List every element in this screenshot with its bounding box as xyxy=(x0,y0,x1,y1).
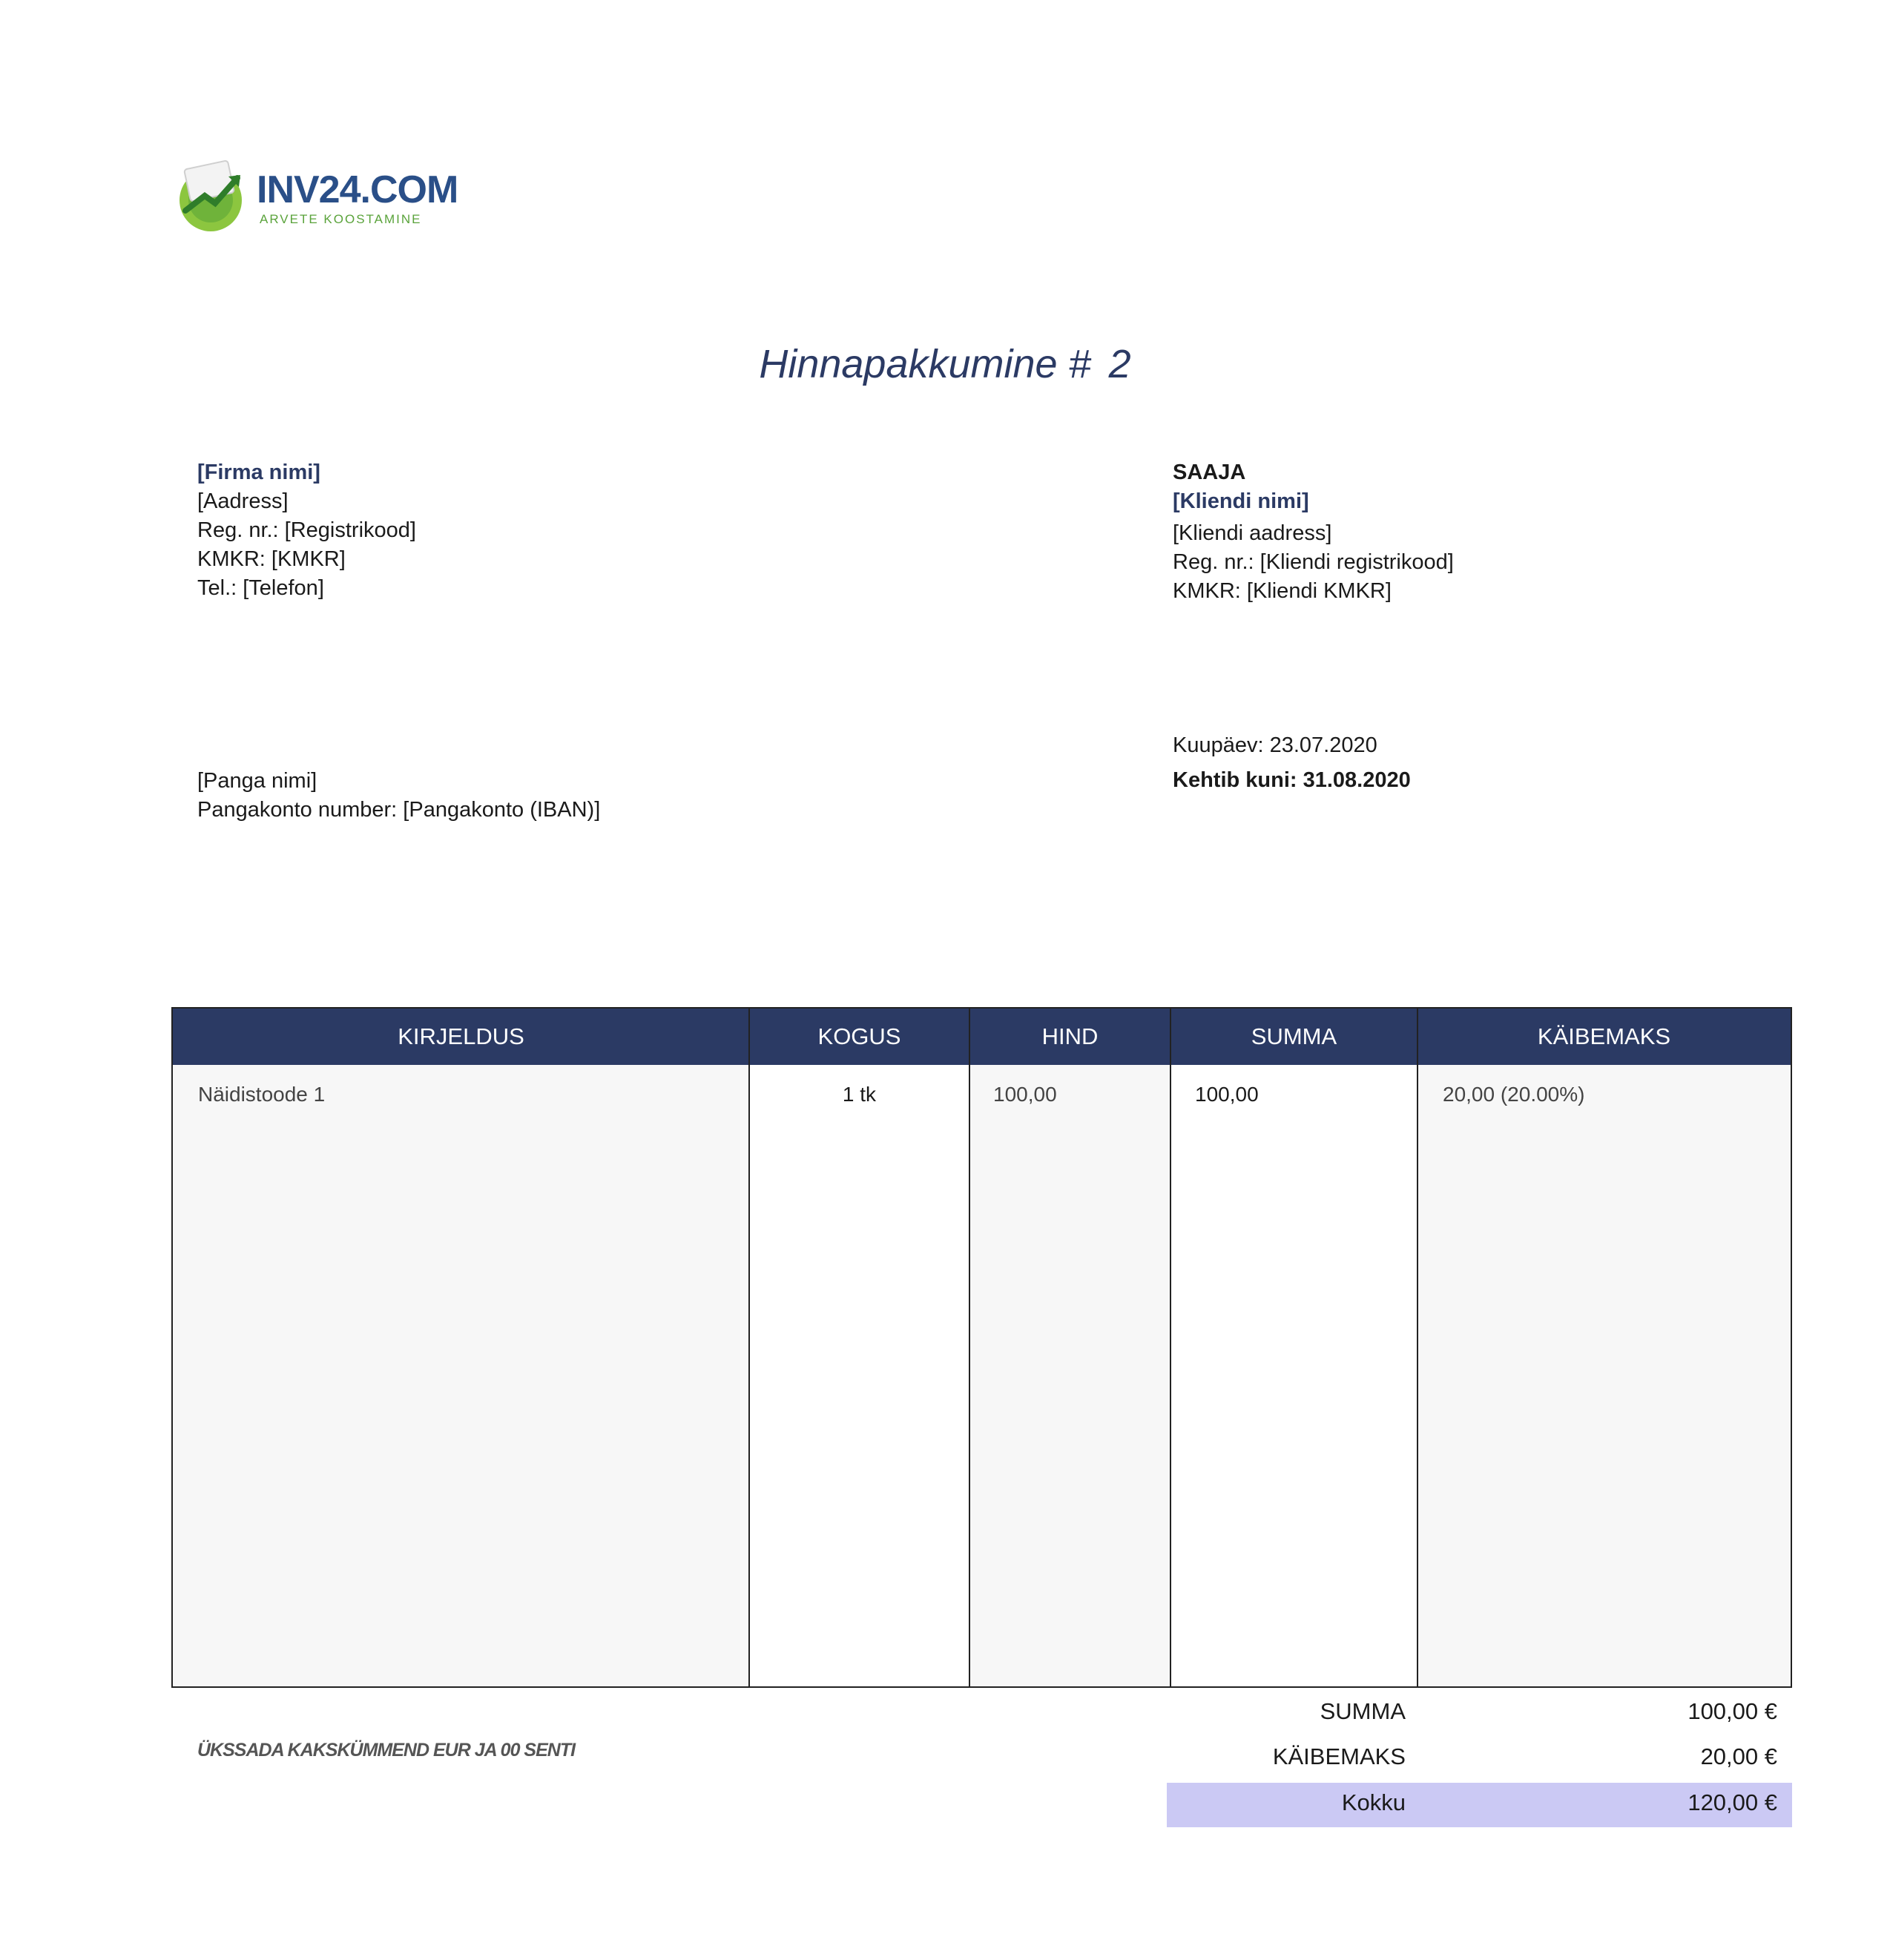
column-divider xyxy=(1417,1009,1418,1686)
column-divider xyxy=(1170,1009,1171,1686)
row-price: 100,00 xyxy=(993,1083,1057,1106)
logo-tagline: ARVETE KOOSTAMINE xyxy=(260,212,422,226)
row-vat: 20,00 (20.00%) xyxy=(1443,1083,1585,1106)
column-divider xyxy=(748,1009,750,1686)
subtotal-value: 100,00 € xyxy=(1688,1698,1777,1724)
bank-block xyxy=(197,767,600,825)
col-bg-sum xyxy=(1170,1065,1418,1686)
seller-block xyxy=(197,458,416,603)
buyer-block xyxy=(1173,458,1454,606)
buyer-heading: SAAJA xyxy=(1173,461,1246,484)
col-bg-description xyxy=(173,1065,749,1686)
column-divider xyxy=(969,1009,970,1686)
seller-address: [Aadress] xyxy=(197,489,289,513)
row-sum: 100,00 xyxy=(1195,1083,1259,1106)
items-table xyxy=(171,1007,1792,1688)
seller-phone: Tel.: [Telefon] xyxy=(197,576,324,600)
buyer-reg: Reg. nr.: [Kliendi registrikood] xyxy=(1173,550,1454,574)
seller-name: [Firma nimi] xyxy=(197,461,320,484)
header-price: HIND xyxy=(1041,1023,1099,1049)
bank-name: [Panga nimi] xyxy=(197,769,317,793)
grand-total-label: Kokku xyxy=(1341,1789,1406,1815)
row-description: Näidistoode 1 xyxy=(198,1083,326,1106)
header-vat: KÄIBEMAKS xyxy=(1537,1023,1671,1049)
vat-total-label: KÄIBEMAKS xyxy=(1272,1743,1406,1769)
quote-date: Kuupäev: 23.07.2020 xyxy=(1173,733,1377,757)
seller-reg: Reg. nr.: [Registrikood] xyxy=(197,518,416,542)
buyer-name: [Kliendi nimi] xyxy=(1173,489,1309,513)
dates-block xyxy=(1173,731,1411,795)
buyer-vat: KMKR: [Kliendi KMKR] xyxy=(1173,579,1392,603)
header-sum: SUMMA xyxy=(1251,1023,1337,1049)
grand-total-value: 120,00 € xyxy=(1688,1789,1777,1815)
logo-emblem-icon xyxy=(172,159,254,233)
quote-number: 2 xyxy=(1108,342,1131,386)
vat-total-value: 20,00 € xyxy=(1700,1743,1777,1769)
title-label: Hinnapakkumine # xyxy=(759,342,1091,386)
header-quantity: KOGUS xyxy=(817,1023,901,1049)
page-title xyxy=(0,341,1890,387)
col-bg-quantity xyxy=(749,1065,969,1686)
col-bg-vat xyxy=(1418,1065,1791,1686)
col-bg-price xyxy=(969,1065,1170,1686)
table-header xyxy=(173,1009,1791,1065)
valid-until: Kehtib kuni: 31.08.2020 xyxy=(1173,768,1411,792)
seller-vat: KMKR: [KMKR] xyxy=(197,547,346,571)
amount-in-words: ÜKSSADA KAKSKÜMMEND EUR JA 00 SENTI xyxy=(197,1740,576,1761)
bank-account: Pangakonto number: [Pangakonto (IBAN)] xyxy=(197,798,601,822)
header-description: KIRJELDUS xyxy=(398,1023,524,1049)
buyer-address: [Kliendi aadress] xyxy=(1173,521,1332,545)
row-quantity: 1 tk xyxy=(842,1083,877,1106)
logo-brand: INV24.COM xyxy=(257,168,458,211)
subtotal-label: SUMMA xyxy=(1320,1698,1406,1724)
